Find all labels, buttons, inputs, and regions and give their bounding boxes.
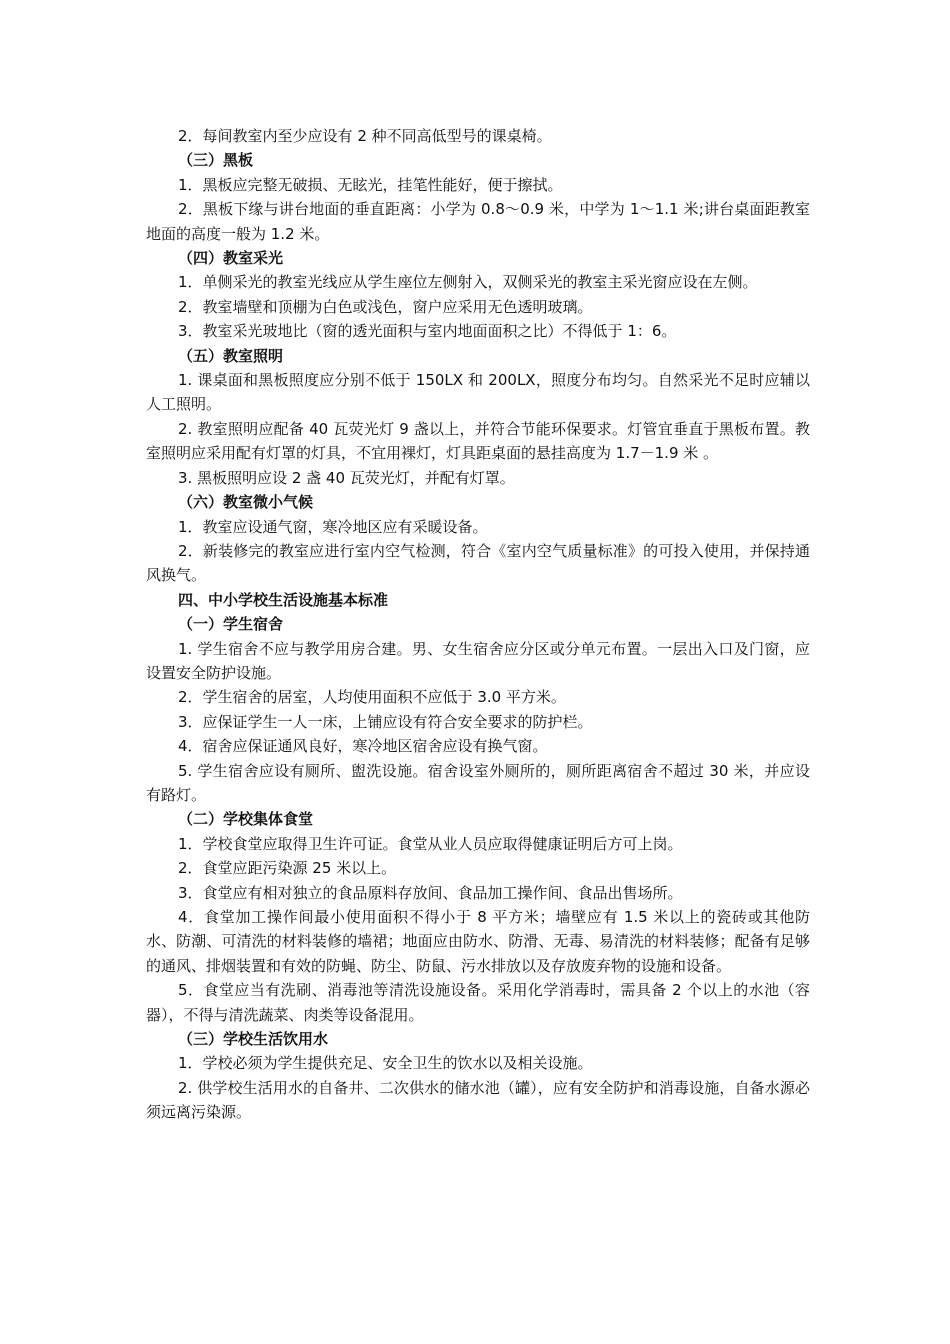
- section-heading: （一）学生宿舍: [178, 615, 284, 634]
- paragraph: 4．宿舍应保证通风良好，寒冷地区宿舍应设有换气窗。: [178, 737, 548, 756]
- paragraph: 1．学校必须为学生提供充足、安全卫生的饮水以及相关设施。: [178, 1054, 593, 1073]
- section-heading: （四）教室采光: [178, 249, 284, 268]
- paragraph: 2．每间教室内至少应设有 2 种不同高低型号的课桌椅。: [178, 127, 552, 145]
- paragraph: 1．单侧采光的教室光线应从学生座位左侧射入，双侧采光的教室主采光窗应设在左侧。: [178, 273, 758, 292]
- paragraph: 2．学生宿舍的居室，人均使用面积不应低于 3.0 平方米。: [178, 688, 566, 707]
- section-heading: （二）学校集体食堂: [178, 810, 314, 829]
- paragraph: 2. 供学校生活用水的自备井、二次供水的储水池（罐），应有安全防护和消毒设施，自备水源必须远离污染源。: [146, 1078, 810, 1122]
- paragraph: 1. 学生宿舍不应与教学用房合建。男、女生宿舍应分区或分单元布置。一层出入口及门窗，应设置安全防护设施。: [146, 639, 810, 682]
- paragraph: 3．应保证学生一人一床，上铺应设有符合安全要求的防护栏。: [178, 712, 593, 731]
- paragraph: 1．学校食堂应取得卫生许可证。食堂从业人员应取得健康证明后方可上岗。: [178, 834, 683, 853]
- section-heading: （五）教室照明: [178, 346, 284, 365]
- section-heading: （三）学校生活饮用水: [178, 1030, 329, 1049]
- chapter-heading: 四、中小学校生活设施基本标准: [178, 590, 389, 609]
- paragraph: 2．教室墙壁和顶棚为白色或浅色，窗户应采用无色透明玻璃。: [178, 297, 593, 316]
- paragraph: 1. 课桌面和黑板照度应分别不低于 150LX 和 200LX，照度分布均匀。自然采光不足时应辅以人工照明。: [146, 371, 810, 414]
- paragraph: 1．教室应设通气窗，寒冷地区应有采暖设备。: [178, 517, 488, 536]
- paragraph: 1．黑板应完整无破损、无眩光，挂笔性能好，便于擦拭。: [178, 175, 563, 194]
- paragraph: 5．食堂应当有洗刷、消毒池等清洗设施设备。采用化学消毒时，需具备 2 个以上的水池（容器），不得与清洗蔬菜、肉类等设备混用。: [146, 981, 810, 1024]
- paragraph: 2. 教室照明应配备 40 瓦荧光灯 9 盏以上，并符合节能环保要求。灯管宜垂直于黑板布置。教室照明应采用配有灯罩的灯具，不宜用裸灯，灯具距桌面的悬挂高度为 1.7－1.9 米 。: [146, 419, 810, 463]
- section-heading: （六）教室微小气候: [178, 493, 314, 512]
- paragraph: 5. 学生宿舍应设有厕所、盥洗设施。宿舍设室外厕所的，厕所距离宿舍不超过 30 米，并应设有路灯。: [146, 761, 810, 804]
- paragraph: 2．食堂应距污染源 25 米以上。: [178, 859, 397, 878]
- paragraph: 3．食堂应有相对独立的食品原料存放间、食品加工操作间、食品出售场所。: [178, 883, 683, 902]
- section-heading: （三）黑板: [178, 151, 254, 170]
- document-page: [146, 124, 810, 1125]
- paragraph: 2．黑板下缘与讲台地面的垂直距离：小学为 0.8～0.9 米，中学为 1～1.1 米;讲台桌面距教室地面的高度一般为 1.2 米。: [146, 200, 810, 243]
- paragraph: 3. 黑板照明应设 2 盏 40 瓦荧光灯，并配有灯罩。: [178, 468, 515, 487]
- paragraph: 3．教室采光玻地比（窗的透光面积与室内地面面积之比）不得低于 1：6。: [178, 322, 677, 341]
- paragraph: 2．新装修完的教室应进行室内空气检测，符合《室内空气质量标准》的可投入使用，并保持通风换气。: [146, 541, 810, 585]
- paragraph: 4．食堂加工操作间最小使用面积不得小于 8 平方米；墙壁应有 1.5 米以上的瓷砖或其他防水、防潮、可清洗的材料装修的墙裙；地面应由防水、防滑、无毒、易清洗的材料装修；配备有足够的通风、排烟装置和有效的防蝇、防尘、防鼠、污水排放以及存放废弃物的设施和设备。: [146, 908, 810, 975]
